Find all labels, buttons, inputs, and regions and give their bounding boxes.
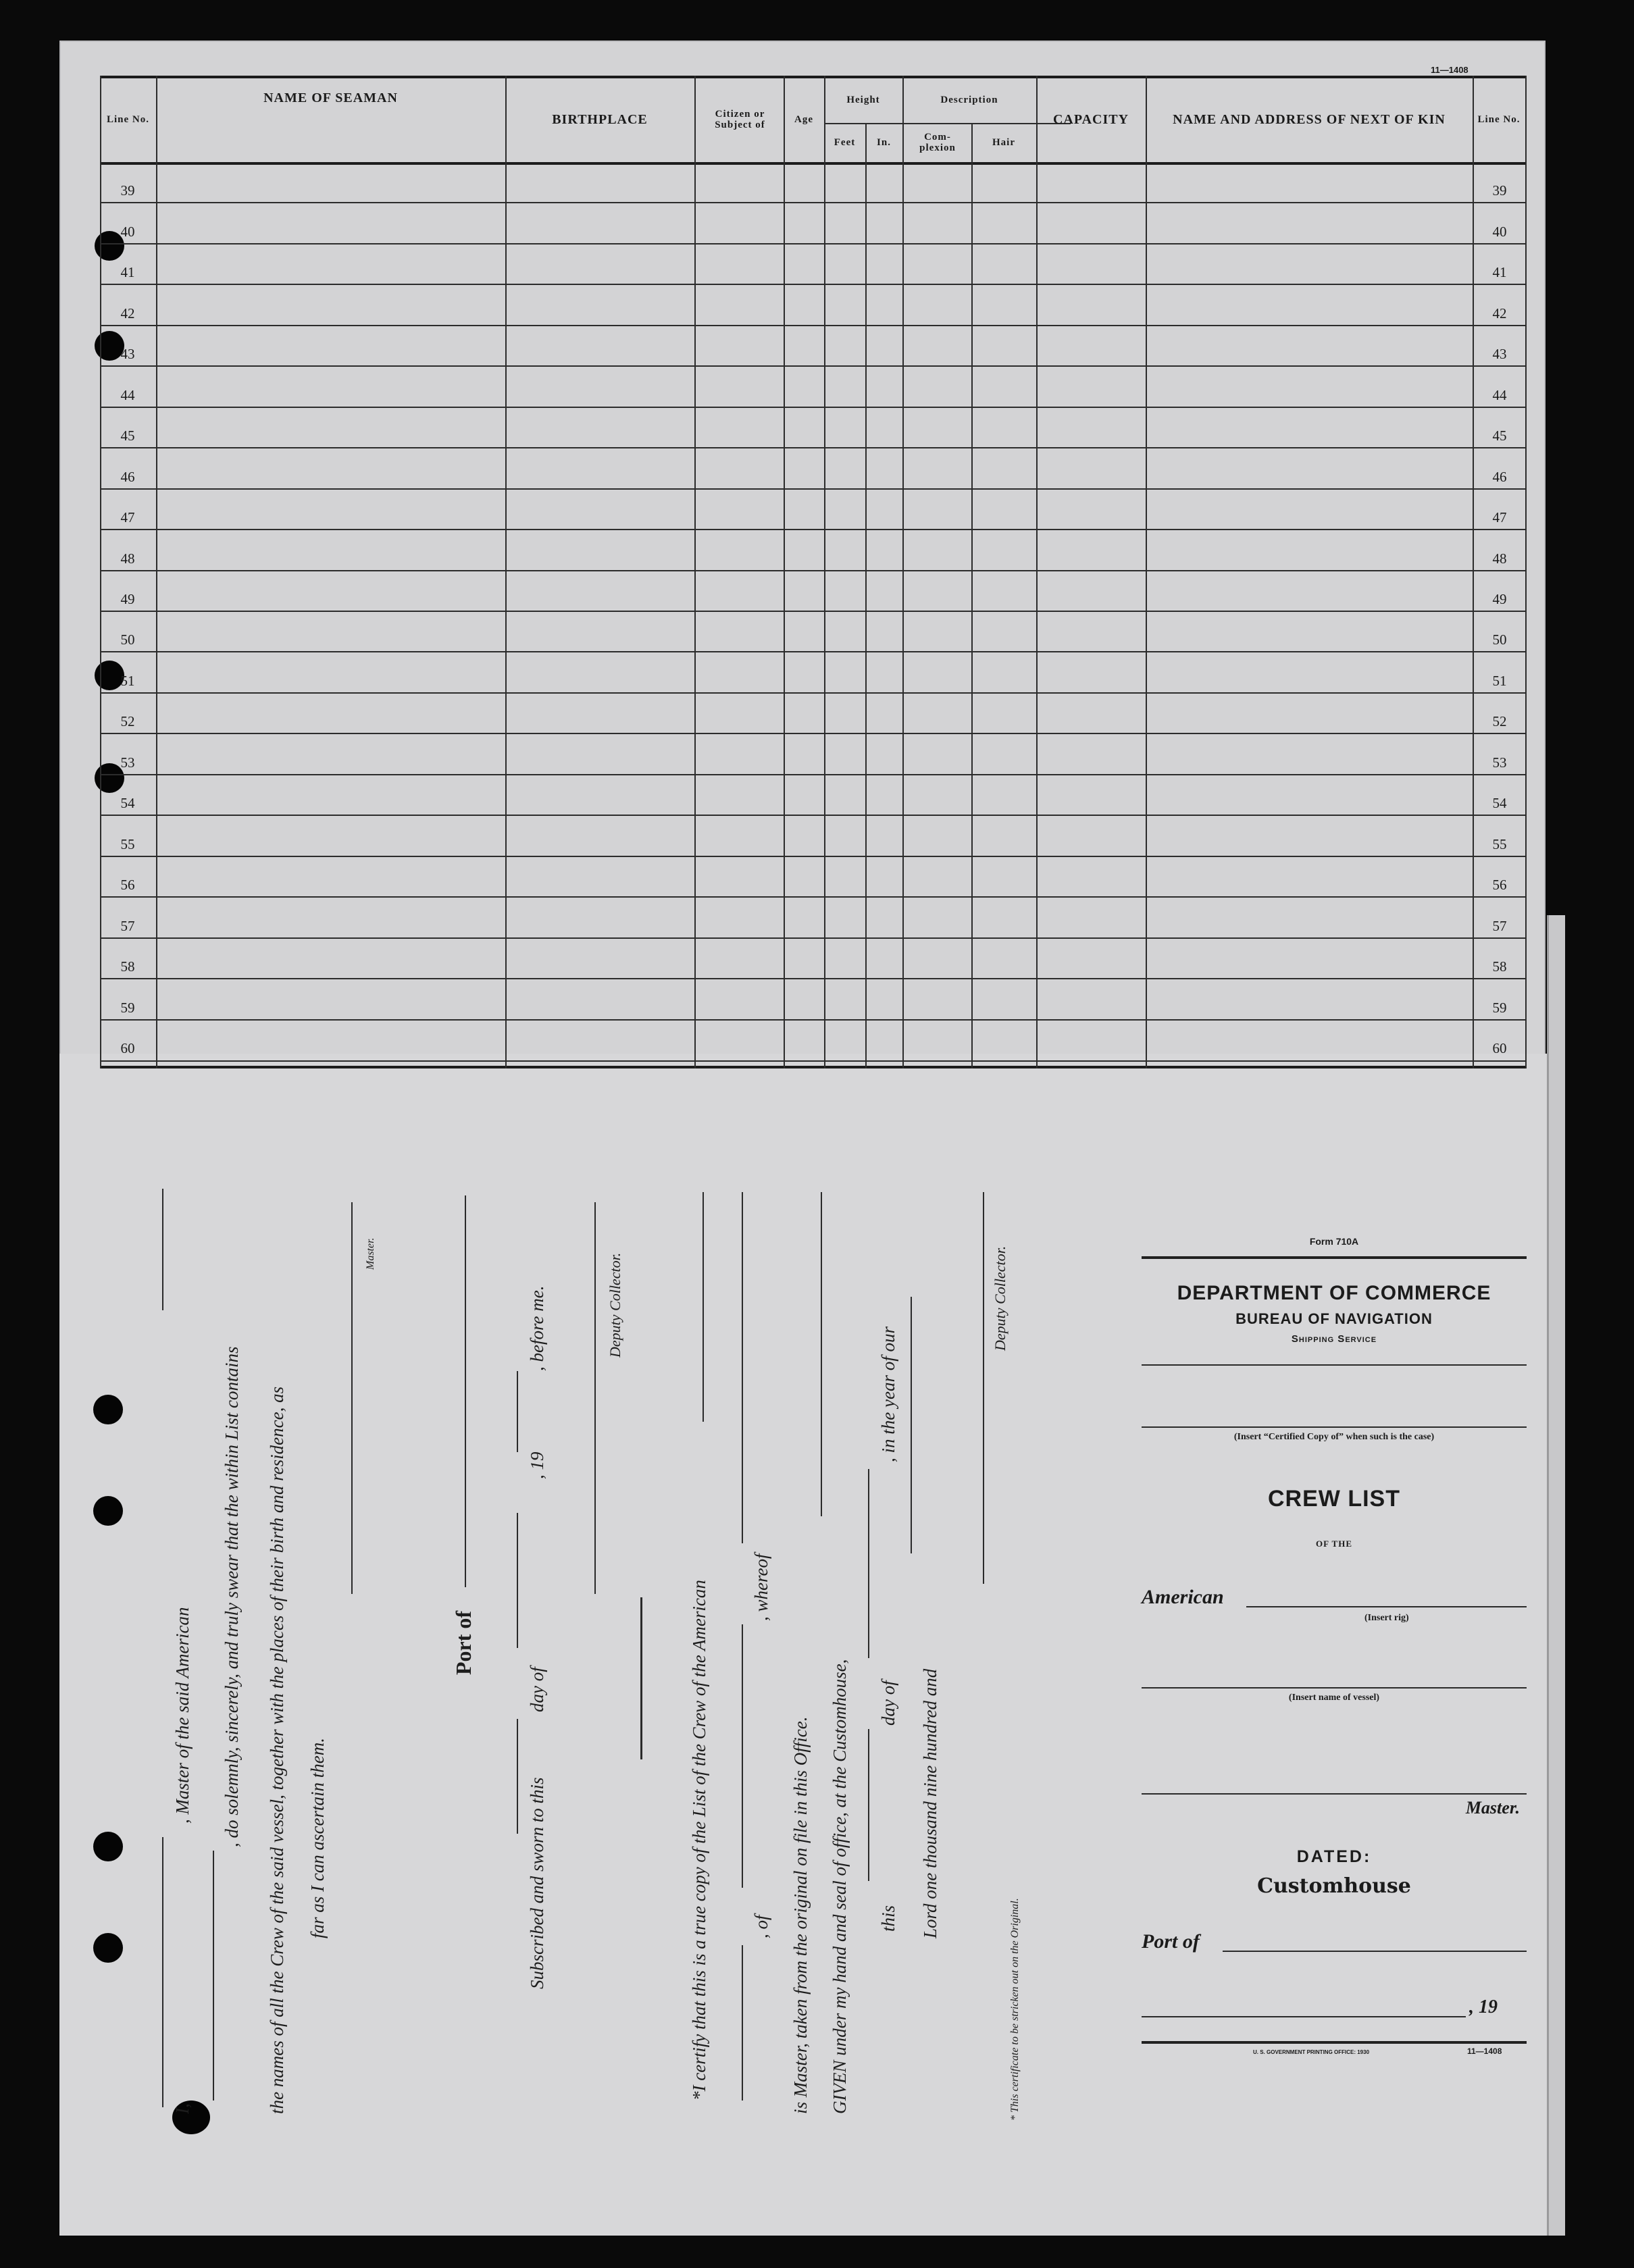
service: Shipping Service — [1291, 1333, 1377, 1345]
insert-certified-note: (Insert “Certified Copy of” when such is the case) — [1233, 1432, 1435, 1442]
rig-blank-line — [1246, 1606, 1527, 1607]
cert-of: , of — [751, 1915, 771, 1938]
row-number-right: 51 — [1492, 672, 1507, 689]
table-row-line — [100, 937, 1527, 939]
row-number-right: 44 — [1492, 386, 1507, 403]
form-number: Form 710A — [1309, 1236, 1359, 1247]
row-number-right: 57 — [1492, 917, 1507, 934]
row-number-right: 50 — [1492, 632, 1507, 648]
blank-line — [703, 1192, 704, 1422]
row-number-right: 48 — [1492, 550, 1507, 567]
row-number-right: 54 — [1492, 795, 1507, 812]
row-number-left: 43 — [120, 346, 135, 363]
paper-fold-edge — [1547, 915, 1565, 2236]
cert-footnote: * This certificate to be stricken out on the Original. — [1009, 1898, 1021, 2121]
row-number-right: 43 — [1492, 346, 1507, 363]
cert-lord: Lord one thousand nine hundred and — [920, 1668, 940, 1938]
row-number-left: 46 — [120, 468, 135, 485]
table-row-line — [100, 529, 1527, 530]
punch-hole — [93, 1395, 123, 1424]
year-label: , 19 — [1469, 1996, 1498, 2017]
row-number-left: 56 — [120, 877, 135, 894]
table-row-line — [100, 407, 1527, 408]
header-line-no: Line No. — [106, 113, 149, 125]
port-of-label: Port of — [1142, 1930, 1200, 1953]
blank-line — [821, 1192, 822, 1516]
of-the: OF THE — [1315, 1539, 1353, 1549]
header-feet: Feet — [834, 137, 856, 149]
table-row-line — [100, 570, 1527, 571]
customhouse-label: Customhouse — [1257, 1874, 1411, 1898]
table-row-line — [100, 978, 1527, 979]
table-row-line — [100, 365, 1527, 367]
row-number-right: 47 — [1492, 509, 1507, 526]
cert-given: GIVEN under my hand and seal of office, at the Customhouse, — [829, 1659, 850, 2114]
blank-line — [742, 1624, 743, 1888]
row-number-right: 40 — [1492, 223, 1507, 240]
table-row-line — [100, 856, 1527, 857]
oath-nineteen: , 19 — [527, 1451, 547, 1479]
row-number-left: 54 — [120, 795, 135, 812]
port-blank-line — [465, 1195, 466, 1587]
cert-day-of: day of — [878, 1680, 898, 1726]
blank-line — [517, 1719, 518, 1834]
row-number-right: 39 — [1492, 182, 1507, 199]
deputy-signature-line-2 — [983, 1192, 984, 1584]
dated-label: DATED: — [1296, 1847, 1372, 1866]
insert-rig: (Insert rig) — [1364, 1613, 1409, 1623]
deputy-collector-1: Deputy Collector. — [607, 1252, 623, 1358]
cert-whereof: , whereof — [751, 1553, 771, 1621]
row-number-right: 56 — [1492, 877, 1507, 894]
header-name-of-seaman: NAME OF SEAMAN — [263, 90, 398, 105]
american-label: American — [1142, 1586, 1224, 1608]
blank-line — [868, 1469, 869, 1658]
row-number-left: 51 — [120, 672, 135, 689]
oath-before-me: , before me. — [527, 1285, 547, 1371]
row-number-left: 60 — [120, 1040, 135, 1056]
row-number-left: 55 — [120, 835, 135, 852]
form-code: 11—1408 — [1431, 65, 1469, 75]
oath-master-of: , Master of the said American — [172, 1607, 193, 1824]
row-number-right: 59 — [1492, 999, 1507, 1016]
row-number-left: 42 — [120, 305, 135, 321]
punch-hole — [93, 1933, 123, 1963]
table-row-line — [100, 1019, 1527, 1021]
table-row-line — [100, 651, 1527, 652]
punch-hole — [93, 1496, 123, 1526]
printing-office: U. S. GOVERNMENT PRINTING OFFICE: 1930 — [1253, 2049, 1370, 2055]
table-row-line — [100, 488, 1527, 490]
row-number-left: 41 — [120, 264, 135, 281]
vessel-blank-line — [1142, 1687, 1527, 1689]
row-number-left: 48 — [120, 550, 135, 567]
blank-line — [517, 1371, 518, 1452]
rule — [1142, 1256, 1527, 1259]
header-birthplace: BIRTHPLACE — [552, 112, 648, 127]
header-height: Height — [846, 95, 880, 106]
table-row-line — [100, 611, 1527, 612]
row-number-left: 49 — [120, 591, 135, 607]
oath-day-of: day of — [527, 1667, 547, 1712]
cert-this: this — [878, 1905, 898, 1932]
header-age: Age — [794, 113, 813, 125]
header-next-of-kin: NAME AND ADDRESS OF NEXT OF KIN — [1173, 112, 1446, 127]
table-row-line — [100, 815, 1527, 816]
header-citizen: Citizen or Subject of — [715, 108, 765, 130]
blank-line — [162, 1189, 163, 1310]
row-number-right: 52 — [1492, 713, 1507, 730]
row-number-right: 58 — [1492, 958, 1507, 975]
blank-line — [213, 1851, 214, 2101]
master-label: Master. — [1465, 1798, 1520, 1818]
cert-certify: *I certify that this is a true copy of the List of the Crew of the American — [689, 1580, 709, 2101]
department: DEPARTMENT OF COMMERCE — [1177, 1282, 1491, 1304]
blank-line — [742, 1945, 743, 2101]
cert-is-master: is Master, taken from the original on file in this Office. — [790, 1716, 811, 2114]
master-blank-line — [1142, 1793, 1527, 1795]
row-number-left: 50 — [120, 632, 135, 648]
oath-subscribed: Subscribed and sworn to this — [527, 1777, 547, 1989]
header-inches: In. — [877, 137, 891, 149]
row-number-right: 49 — [1492, 591, 1507, 607]
table-row-line — [100, 896, 1527, 898]
deputy-signature-line — [594, 1202, 596, 1594]
master-signature-line — [351, 1202, 353, 1594]
cert-in-year: , in the year of our — [878, 1326, 898, 1462]
blank-line — [1142, 1426, 1527, 1428]
row-number-right: 55 — [1492, 835, 1507, 852]
table-row-line — [100, 447, 1527, 448]
blank-line — [162, 1837, 163, 2107]
row-number-right: 41 — [1492, 264, 1507, 281]
oath-i: I, — [172, 2103, 193, 2114]
table-row-line — [100, 243, 1527, 244]
row-number-left: 40 — [120, 223, 135, 240]
row-number-left: 53 — [120, 754, 135, 771]
table-row-line — [100, 202, 1527, 203]
rule — [1142, 1364, 1527, 1366]
table-row-line — [100, 284, 1527, 285]
oath-names-line: the names of all the Crew of the said vessel, together with the places of their birth and residence, as — [267, 1386, 287, 2114]
oath-do-solemnly: , do solemnly, sincerely, and truly swear that the within List contains — [222, 1346, 242, 1847]
crew-table — [100, 76, 1527, 1068]
blank-line — [742, 1192, 743, 1543]
blank-line — [911, 1297, 912, 1553]
row-number-right: 46 — [1492, 468, 1507, 485]
bureau: BUREAU OF NAVIGATION — [1235, 1310, 1433, 1327]
date-blank-line — [1142, 2016, 1466, 2017]
crew-list-cover — [1142, 1236, 1527, 2073]
row-number-left: 39 — [120, 182, 135, 199]
table-row-line — [100, 733, 1527, 734]
rule — [1142, 2041, 1527, 2044]
header-capacity: CAPACITY — [1052, 112, 1129, 127]
rule-mark — [640, 1597, 642, 1759]
oath-far-as: far as I can ascertain them. — [307, 1738, 328, 1938]
table-row-line — [100, 325, 1527, 326]
row-number-left: 58 — [120, 958, 135, 975]
table-row-line — [100, 774, 1527, 775]
blank-line — [868, 1729, 869, 1881]
insert-vessel: (Insert name of vessel) — [1288, 1693, 1380, 1703]
oath-master-sig: Master. — [365, 1237, 376, 1270]
oath-port-of: Port of — [451, 1610, 476, 1675]
punch-hole — [93, 1832, 123, 1861]
row-number-right: 60 — [1492, 1040, 1507, 1056]
row-number-left: 59 — [120, 999, 135, 1016]
row-number-left: 52 — [120, 713, 135, 730]
table-row-line — [100, 692, 1527, 694]
row-number-left: 57 — [120, 917, 135, 934]
port-blank-line — [1223, 1951, 1527, 1952]
crew-list-title: CREW LIST — [1268, 1486, 1400, 1512]
row-number-left: 47 — [120, 509, 135, 526]
row-number-right: 42 — [1492, 305, 1507, 321]
header-line-no-right: Line No. — [1477, 113, 1521, 125]
deputy-collector-2: Deputy Collector. — [992, 1245, 1009, 1351]
header-hair: Hair — [992, 137, 1015, 149]
cover-form-code: 11—1408 — [1467, 2046, 1502, 2056]
row-number-right: 45 — [1492, 428, 1507, 444]
blank-line — [517, 1513, 518, 1648]
row-number-right: 53 — [1492, 754, 1507, 771]
row-number-left: 45 — [120, 428, 135, 444]
header-description: Description — [940, 95, 998, 106]
header-complexion: Com-plexion — [919, 132, 956, 153]
row-number-left: 44 — [120, 386, 135, 403]
